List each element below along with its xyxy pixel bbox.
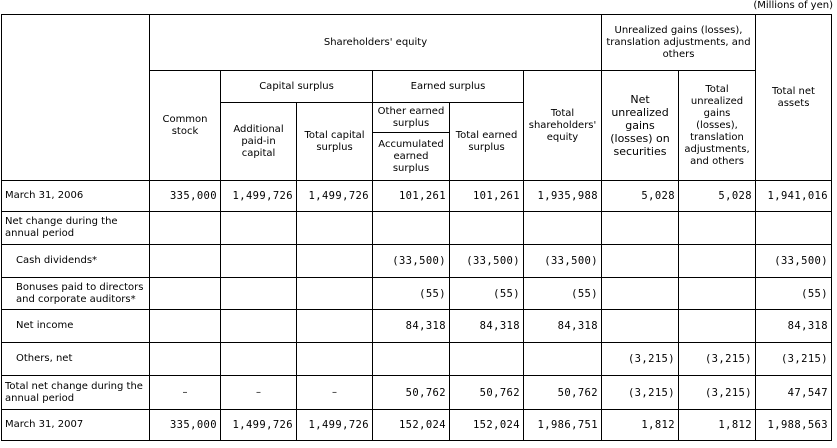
cell	[373, 212, 450, 245]
cell: 84,318	[756, 310, 832, 343]
cell	[221, 278, 297, 310]
cell: (3,215)	[602, 376, 679, 410]
header-shareholders-equity: Shareholders' equity	[150, 15, 602, 71]
cell	[679, 245, 756, 278]
table-row	[2, 181, 832, 212]
cell: –	[297, 376, 373, 410]
cell: 1,499,726	[221, 181, 297, 212]
unit-note: (Millions of yen)	[753, 0, 833, 11]
header-earned-surplus: Earned surplus	[373, 71, 524, 103]
cell: 1,499,726	[297, 410, 373, 441]
cell	[221, 245, 297, 278]
cell	[297, 245, 373, 278]
cell	[297, 310, 373, 343]
cell: 47,547	[756, 376, 832, 410]
cell: 84,318	[450, 310, 524, 343]
table-row	[2, 310, 832, 343]
cell	[150, 343, 221, 376]
cell	[297, 212, 373, 245]
cell	[150, 245, 221, 278]
cell: 5,028	[679, 181, 756, 212]
cell	[679, 212, 756, 245]
table-row	[2, 212, 832, 245]
cell	[450, 343, 524, 376]
cell: 152,024	[450, 410, 524, 441]
cell: (55)	[756, 278, 832, 310]
header-net-unrealized: Net unrealized gains (losses) on securities	[602, 71, 679, 181]
cell	[150, 278, 221, 310]
cell: (55)	[450, 278, 524, 310]
cell	[450, 212, 524, 245]
cell: 152,024	[373, 410, 450, 441]
row-label: Net income	[2, 310, 150, 343]
header-other-earned-surplus: Other earned surplus	[373, 103, 450, 133]
row-label: Others, net	[2, 343, 150, 376]
cell	[679, 278, 756, 310]
cell: 50,762	[450, 376, 524, 410]
cell: (3,215)	[679, 376, 756, 410]
cell	[221, 343, 297, 376]
cell: –	[150, 376, 221, 410]
cell: 84,318	[524, 310, 602, 343]
cell: 101,261	[373, 181, 450, 212]
cell	[524, 212, 602, 245]
cell: (33,500)	[373, 245, 450, 278]
row-label: March 31, 2006	[2, 181, 150, 212]
cell	[679, 310, 756, 343]
header-unrealized-group: Unrealized gains (losses), translation adjustments, and others	[602, 15, 756, 71]
cell: 1,941,016	[756, 181, 832, 212]
cell: (33,500)	[524, 245, 602, 278]
cell: (55)	[373, 278, 450, 310]
cell	[602, 245, 679, 278]
cell: 1,986,751	[524, 410, 602, 441]
table-row	[2, 410, 832, 441]
cell: 50,762	[524, 376, 602, 410]
header-total-capital-surplus: Total capital surplus	[297, 103, 373, 181]
cell	[150, 212, 221, 245]
row-label: Bonuses paid to directors and corporate auditors*	[2, 278, 150, 310]
cell: (3,215)	[756, 343, 832, 376]
cell	[150, 310, 221, 343]
cell	[221, 212, 297, 245]
statement-of-changes-table	[1, 14, 832, 441]
cell: (3,215)	[679, 343, 756, 376]
cell: (33,500)	[756, 245, 832, 278]
header-total-unrealized: Total unrealized gains (losses), translation adjustments, and others	[679, 71, 756, 181]
cell: 1,499,726	[221, 410, 297, 441]
cell	[221, 310, 297, 343]
cell: 1,935,988	[524, 181, 602, 212]
cell	[602, 212, 679, 245]
row-label: March 31, 2007	[2, 410, 150, 441]
header-accumulated-earned-surplus: Accumulated earned surplus	[373, 133, 450, 181]
cell: (3,215)	[602, 343, 679, 376]
header-total-net-assets: Total net assets	[756, 15, 832, 181]
header-total-shareholders-equity: Total shareholders' equity	[524, 71, 602, 181]
cell: (33,500)	[450, 245, 524, 278]
cell: 1,812	[602, 410, 679, 441]
cell: 335,000	[150, 410, 221, 441]
table-row	[2, 245, 832, 278]
cell	[297, 343, 373, 376]
cell: –	[221, 376, 297, 410]
cell	[756, 212, 832, 245]
cell	[602, 310, 679, 343]
cell: 101,261	[450, 181, 524, 212]
cell: 5,028	[602, 181, 679, 212]
cell: 1,812	[679, 410, 756, 441]
header-capital-surplus: Capital surplus	[221, 71, 373, 103]
cell	[297, 278, 373, 310]
cell	[602, 278, 679, 310]
cell: 335,000	[150, 181, 221, 212]
table-row	[2, 278, 832, 310]
row-label: Cash dividends*	[2, 245, 150, 278]
header-blank	[2, 15, 150, 181]
cell: 1,988,563	[756, 410, 832, 441]
cell	[373, 343, 450, 376]
header-total-earned-surplus: Total earned surplus	[450, 103, 524, 181]
cell: (55)	[524, 278, 602, 310]
cell: 50,762	[373, 376, 450, 410]
header-common-stock: Common stock	[150, 71, 221, 181]
cell: 84,318	[373, 310, 450, 343]
table-row	[2, 376, 832, 410]
cell	[524, 343, 602, 376]
table-row	[2, 343, 832, 376]
row-label: Net change during the annual period	[2, 212, 150, 245]
header-additional-paid-in: Additional paid-in capital	[221, 103, 297, 181]
cell: 1,499,726	[297, 181, 373, 212]
row-label: Total net change during the annual period	[2, 376, 150, 410]
